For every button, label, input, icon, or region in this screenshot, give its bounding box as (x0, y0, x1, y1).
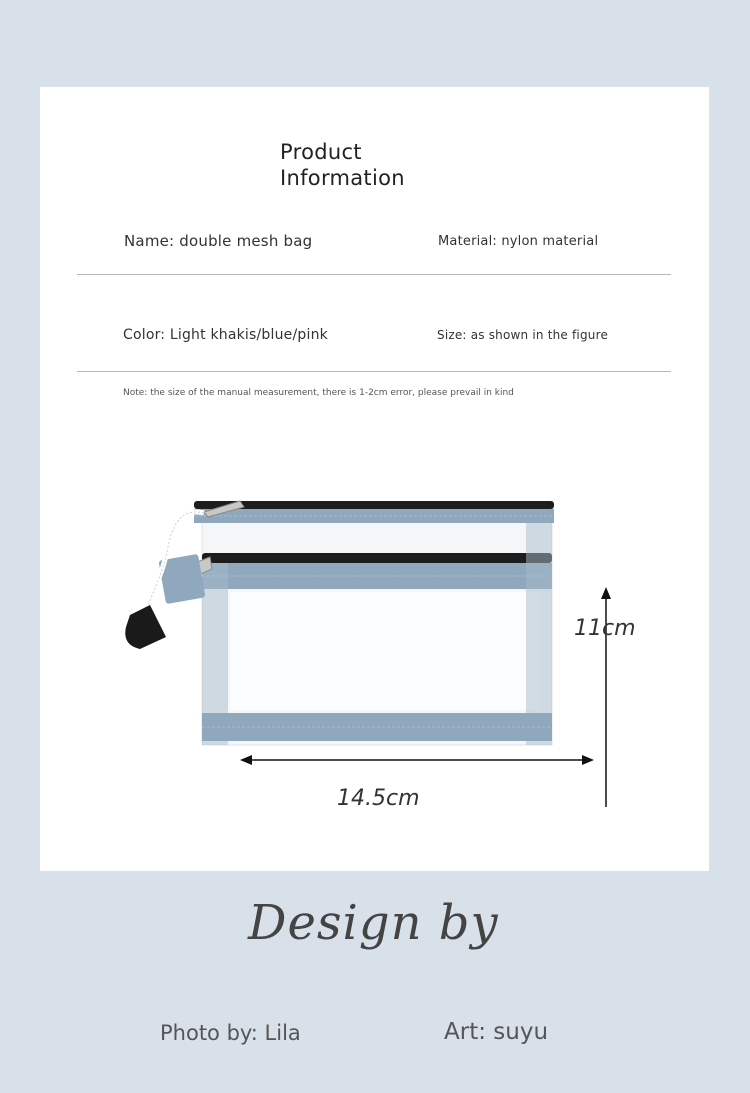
width-dimension-label: 14.5cm (337, 786, 420, 811)
divider-1 (77, 274, 671, 275)
title-line-1: Product (280, 140, 362, 164)
top-zipper (194, 501, 554, 509)
divider-2 (77, 371, 671, 372)
product-info-card (40, 87, 709, 871)
product-name: Name: double mesh bag (124, 232, 313, 250)
mesh-front-panel (230, 592, 540, 710)
cord-toggle (125, 605, 166, 649)
title-line-2: Information (280, 166, 405, 190)
measurement-note: Note: the size of the manual measurement, there is 1-2cm error, please prevail in kind (123, 388, 514, 398)
mesh-bag-image (80, 487, 640, 807)
page-title (280, 139, 405, 191)
height-dimension-label: 11cm (574, 616, 636, 641)
product-size: Size: as shown in the figure (437, 328, 609, 342)
photo-credit: Photo by: Lila (160, 1021, 301, 1045)
product-color: Color: Light khakis/blue/pink (123, 327, 328, 343)
design-by-signature: Design by (248, 895, 499, 951)
product-material: Material: nylon material (438, 234, 599, 249)
second-zipper (202, 553, 552, 563)
art-credit: Art: suyu (444, 1019, 549, 1045)
right-side-trim (526, 523, 552, 745)
